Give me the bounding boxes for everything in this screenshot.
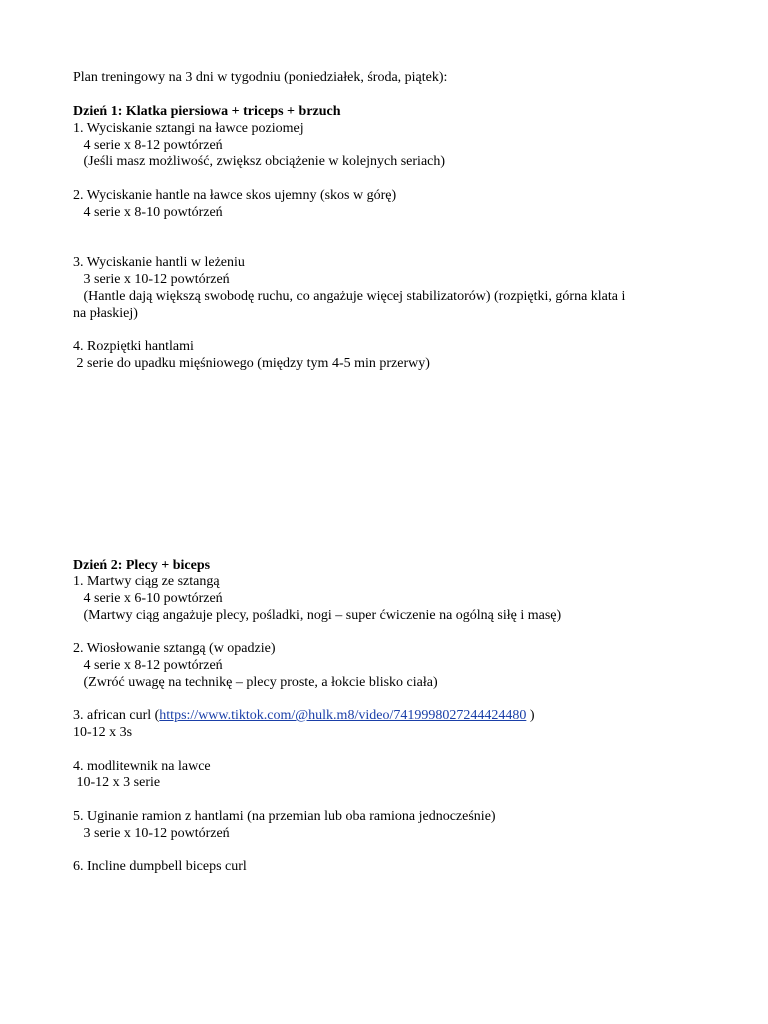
day2-exercise-4-title: 4. modlitewnik na lawce: [73, 759, 211, 774]
day2-exercise-1-note: (Martwy ciąg angażuje plecy, pośladki, nogi – super ćwiczenie na ogólną siłę i masę): [73, 608, 562, 623]
day2-exercise-1-title: 1. Martwy ciąg ze sztangą: [73, 574, 220, 589]
day2-exercise-5-sets: 3 serie x 10-12 powtórzeń: [73, 826, 230, 841]
day2-exercise-3-sets: 10-12 x 3s: [73, 725, 133, 740]
day1-exercise-1-sets: 4 serie x 8-12 powtórzeń: [73, 138, 223, 153]
day2-exercise-3-prefix: 3. african curl (: [73, 708, 160, 723]
plan-intro: Plan treningowy na 3 dni w tygodniu (poniedziałek, środa, piątek):: [73, 70, 448, 85]
day2-exercise-2-note: (Zwróć uwagę na technikę – plecy proste, a łokcie blisko ciała): [73, 675, 438, 690]
day2-exercise-3-title: [73, 707, 535, 724]
day1-exercise-4-sets: 2 serie do upadku mięśniowego (między tym 4-5 min przerwy): [73, 356, 430, 371]
day2-exercise-2-sets: 4 serie x 8-12 powtórzeń: [73, 658, 223, 673]
day2-exercise-6-title: 6. Incline dumpbell biceps curl: [73, 859, 247, 874]
day1-exercise-1-note: (Jeśli masz możliwość, zwiększ obciążenie w kolejnych seriach): [73, 154, 446, 169]
day1-exercise-2-sets: 4 serie x 8-10 powtórzeń: [73, 205, 223, 220]
day1-exercise-1-title: 1. Wyciskanie sztangi na ławce poziomej: [73, 121, 304, 136]
day1-exercise-3-title: 3. Wyciskanie hantli w leżeniu: [73, 255, 245, 270]
day1-exercise-3-note-1: (Hantle dają większą swobodę ruchu, co angażuje więcej stabilizatorów) (rozpiętki, górna klata i: [73, 289, 626, 304]
day2-exercise-5-title: 5. Uginanie ramion z hantlami (na przemian lub oba ramiona jednocześnie): [73, 809, 496, 824]
day1-exercise-2-title: 2. Wyciskanie hantle na ławce skos ujemny (skos w górę): [73, 188, 397, 203]
day1-heading: Dzień 1: Klatka piersiowa + triceps + brzuch: [73, 104, 341, 119]
day1-exercise-3-sets: 3 serie x 10-12 powtórzeń: [73, 272, 230, 287]
day2-exercise-4-sets: 10-12 x 3 serie: [73, 775, 161, 790]
day2-exercise-2-title: 2. Wiosłowanie sztangą (w opadzie): [73, 641, 276, 656]
day2-exercise-1-sets: 4 serie x 6-10 powtórzeń: [73, 591, 223, 606]
day2-heading: Dzień 2: Plecy + biceps: [73, 558, 211, 573]
tiktok-video-link[interactable]: https://www.tiktok.com/@hulk.m8/video/7419998027244424480: [159, 708, 527, 723]
day1-exercise-4-title: 4. Rozpiętki hantlami: [73, 339, 194, 354]
day2-exercise-3-suffix: ): [526, 708, 535, 723]
day1-exercise-3-note-2: na płaskiej): [73, 306, 138, 321]
